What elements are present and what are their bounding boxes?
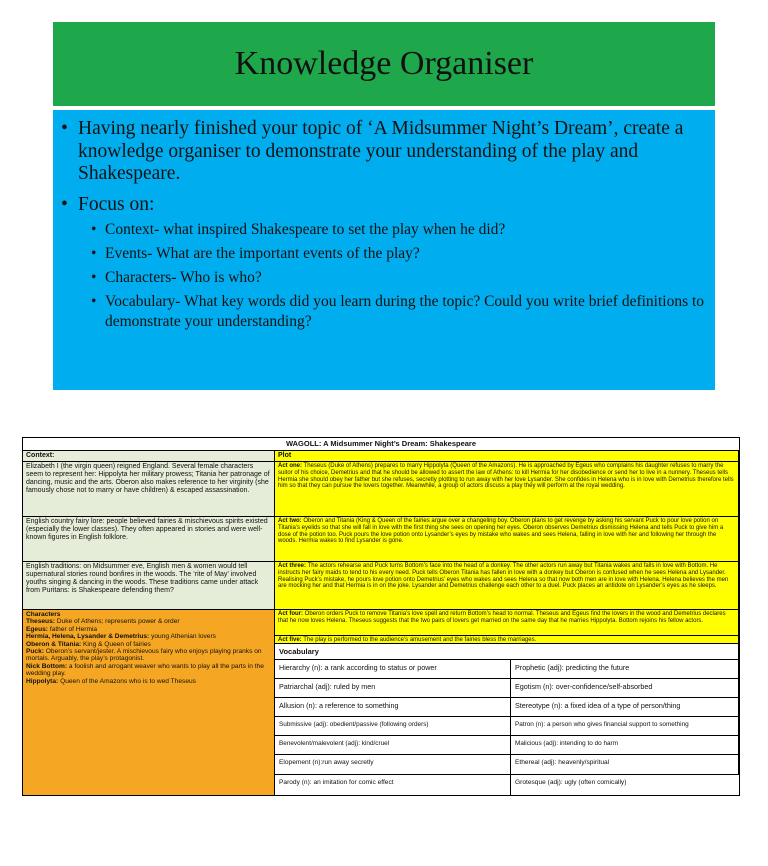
plot-act-five: Act five: The play is performed to the audience’s amusement and the fairies bless the marriages. bbox=[275, 636, 739, 644]
task-instructions bbox=[53, 110, 715, 390]
vocab-term: Prophetic (adj): predicting the future bbox=[511, 660, 739, 679]
vocab-term: Allusion (n): a reference to something bbox=[275, 698, 511, 717]
context-fairy-lore: English country fairy lore: people believed fairies & mischievous spirits existed (especially the lower classes). They often appeared in stories and were well-known figures in English folklore. bbox=[23, 517, 275, 562]
character-entry: Hermia, Helena, Lysander & Demetrius: young Athenian lovers bbox=[26, 633, 216, 641]
bullet-icon: • bbox=[61, 193, 68, 215]
character-entry: Theseus: Duke of Athens; represents power & order bbox=[26, 618, 180, 626]
bullet-icon: • bbox=[91, 293, 97, 310]
vocab-header: Vocabulary bbox=[275, 644, 739, 660]
bullet-icon: • bbox=[61, 118, 68, 139]
vocab-term: Ethereal (adj): heavenly/spiritual bbox=[511, 755, 739, 775]
task-bullet: • Having nearly finished your topic of ‘A Midsummer Night’s Dream’, create a knowledge organiser to demonstrate your understanding of the play and Shakespeare. bbox=[61, 118, 684, 184]
context-header: Context: bbox=[23, 451, 275, 462]
vocab-term: Patriarchal (adj): ruled by men bbox=[275, 679, 511, 698]
vocab-term: Grotesque (adj): ugly (often comically) bbox=[511, 775, 739, 795]
focus-item: • Context- what inspired Shakespeare to set the play when he did? bbox=[91, 221, 506, 238]
vocab-term: Patron (n): a person who gives financial support to something bbox=[511, 717, 739, 736]
plot-header: Plot bbox=[275, 451, 739, 462]
plot-act-one: Act one: Theseus (Duke of Athens) prepares to marry Hippolyta (Queen of the Amazons). He is approached by Egeus who complains his daughter refuses to marry the suitor of his choice, Demetrius and that he should be allowed to assert the law of Athens: to kill Hermia for her disobedience or send her to live in a nunnery. Theseus tells Hermia she should obey her father but she refuses, secretly plotting to run away with her love Lysander. She confides in Helena who is in love with Demetrius therefore tells him so that they can pursue the lovers together. Meanwhile, a group of actors discuss a play they will perform at the royal wedding. bbox=[275, 462, 739, 517]
character-entry: Puck: Oberon’s servant/jester. A mischievous fairy who enjoys playing pranks on mortals. Arguably, the play’s protagonist. bbox=[26, 648, 262, 663]
vocab-term: Hierarchy (n): a rank according to status or power bbox=[275, 660, 511, 679]
focus-item: • Events- What are the important events of the play? bbox=[91, 245, 420, 262]
characters-panel bbox=[23, 610, 275, 796]
plot-act-three: Act three: The actors rehearse and Puck turns Bottom’s face into the head of a donkey. The other actors run away but Titania wakes and falls in love with Bottom. He instructs her fairy maids to tend to his every need. Puck tells Oberon Titania has fallen in love with a donkey but Oberon is confused when he sees Helena and Lysander. Realising Puck’s mistake, he pours love potion onto Demetrius’ eyes who wakes and sees Helena so that now both men are in love with Helena. Helena believes the men are mocking her and that Hermia is in on the joke. Lysander and Demetrius challenge each other to a duel. Puck places an antidote on Lysander’s eyes as he sleeps. bbox=[275, 562, 739, 610]
vocab-term: Egotism (n): over-confidence/self-absorbed bbox=[511, 679, 739, 698]
vocab-term: Malicious (adj): intending to do harm bbox=[511, 736, 739, 755]
bullet-icon: • bbox=[91, 269, 97, 286]
focus-item: • Characters- Who is who? bbox=[91, 269, 262, 286]
bullet-icon: • bbox=[91, 245, 97, 262]
characters-header: Characters bbox=[26, 611, 61, 618]
focus-item: • Vocabulary- What key words did you learn during the topic? Could you write brief definitions to demonstrate your understanding? bbox=[91, 293, 705, 330]
bullet-icon: • bbox=[91, 221, 97, 238]
vocab-term: Benevolent/malevolent (adj): kind/cruel bbox=[275, 736, 511, 755]
character-entry: Hippolyta: Queen of the Amazons who is to wed Theseus bbox=[26, 677, 196, 685]
vocab-term: Submissive (adj): obedient/passive (following orders) bbox=[275, 717, 511, 736]
character-entry: Nick Bottom: a foolish and arrogant weaver who wants to play all the parts in the wedding play. bbox=[26, 662, 264, 678]
context-elizabeth: Elizabeth I (the virgin queen) reigned England. Several female characters seem to represent her: Hippolyta her military prowess; Titania her patronage of dancing, music and the arts. Oberon also makes reference to her virginity (she famously chose not to marry or have children) & escaped assassination. bbox=[23, 462, 275, 517]
vocab-term: Stereotype (n): a fixed idea of a type of person/thing bbox=[511, 698, 739, 717]
title-banner bbox=[53, 22, 715, 106]
character-entry: Oberon & Titania: King & Queen of fairies bbox=[26, 640, 151, 648]
wagoll-title: WAGOLL: A Midsummer Night’s Dream: Shakespeare bbox=[23, 438, 739, 451]
context-traditions: English traditions: on Midsummer eve, English men & women would tell supernatural stories round bonfires in the woods. The ‘rite of May’ involved youths singing & dancing in the woods. These traditions came under attack from Puritans: is Shakespeare defending them? bbox=[23, 562, 275, 610]
wagoll-table bbox=[22, 437, 740, 796]
plot-act-four: Act four: Oberon orders Puck to remove Titania’s love spell and return Bottom’s head to normal. Theseus and Egeus find the lovers in the wood and Demetrius declares that he now loves Helena. Theseus suggests that the two pairs of lovers get married on the same day that he marries Hippolyta. Bottom rejoins his fellow actors. bbox=[275, 610, 739, 636]
vocab-term: Parody (n): an imitation for comic effect bbox=[275, 775, 511, 795]
page-title: Knowledge Organiser bbox=[234, 45, 534, 82]
plot-act-two: Act two: Oberon and Titania (King & Queen of the fairies argue over a changeling boy. Oberon plans to get revenge by asking his servant Puck to pour love potion on Titania’s eyelids so that she will fall in love with the first thing she sees on opening her eyes. Oberon observes Demetrius dismissing Helena and tells Puck to give him a dose of the potion too. Puck pours the love potion onto Lysander’s eyes by mistake who wakes and sees Helena, falling in love with her and following her through the woods. Hermia wakes to find Lysander is gone. bbox=[275, 517, 739, 562]
character-entry: Egeus: father of Hermia bbox=[26, 625, 98, 633]
task-bullet: • Focus on: bbox=[61, 193, 155, 215]
vocab-term: Elopement (n):run away secretly bbox=[275, 755, 511, 775]
